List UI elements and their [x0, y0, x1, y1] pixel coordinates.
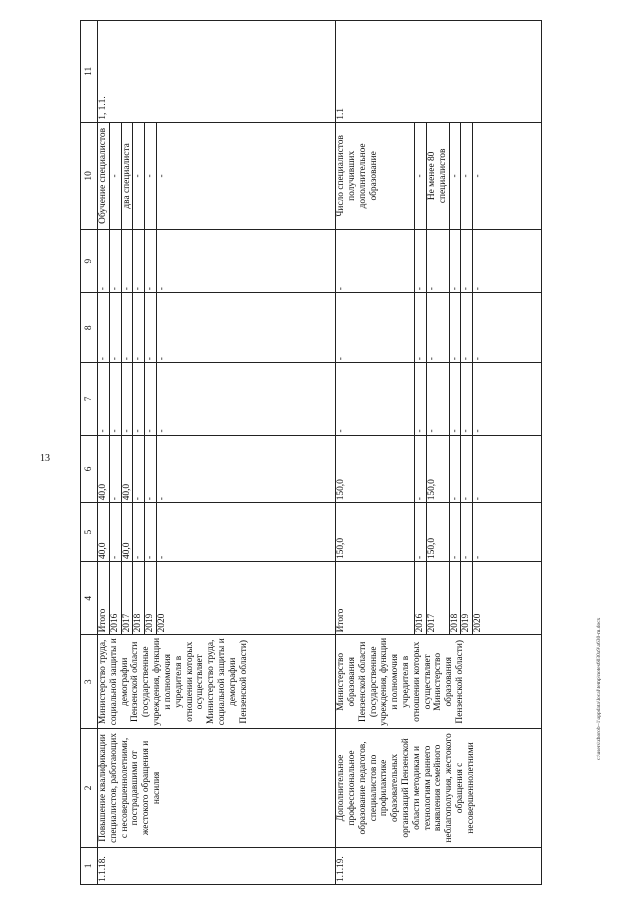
indicator-cell: -: [145, 122, 157, 229]
value-cell: -: [145, 363, 157, 435]
reference-cell: 1.1: [336, 21, 542, 123]
header-cell: 10: [81, 122, 98, 229]
value-cell: -: [133, 503, 145, 562]
header-cell: 3: [81, 635, 98, 729]
header-cell: 4: [81, 562, 98, 635]
year-cell: Итого: [98, 562, 110, 635]
year-cell: 2019: [461, 562, 473, 635]
header-cell: 1: [81, 847, 98, 884]
value-cell: -: [415, 503, 427, 562]
value-cell: -: [415, 435, 427, 503]
value-cell: -: [145, 293, 157, 363]
value-cell: -: [98, 230, 110, 293]
value-cell: -: [461, 503, 473, 562]
value-cell: -: [473, 230, 542, 293]
value-cell: -: [449, 293, 461, 363]
value-cell: -: [157, 503, 336, 562]
table-row: [98, 21, 110, 885]
year-cell: 2018: [133, 562, 145, 635]
item-executor: Министерство труда, социальной защиты и демографии Пензенской области (государственные учреждения, функции и полномочия учредителя в отношении которых осуществляет Министерство труда, социальной защиты и демографии Пензенской области): [98, 635, 336, 729]
value-cell: 150,0: [426, 503, 449, 562]
item-executor: Министерство образования Пензенской области (государственные учреждения, функции и полномочия учредителя в отношении которых осуществляет Министерство образования Пензенской области): [336, 635, 542, 729]
value-cell: -: [461, 293, 473, 363]
table-row: [336, 21, 415, 885]
value-cell: -: [145, 435, 157, 503]
value-cell: -: [157, 293, 336, 363]
indicator-cell: -: [473, 122, 542, 229]
value-cell: -: [449, 503, 461, 562]
value-cell: -: [461, 435, 473, 503]
value-cell: -: [157, 435, 336, 503]
value-cell: -: [109, 230, 121, 293]
value-cell: -: [449, 363, 461, 435]
item-name: Повышение квалификации специалистов, работающих с несовершеннолетними, пострадавшими от жестокого обращения и насилия: [98, 729, 336, 848]
value-cell: 40,0: [121, 503, 133, 562]
header-cell: 9: [81, 230, 98, 293]
year-cell: 2020: [473, 562, 542, 635]
value-cell: -: [336, 293, 415, 363]
indicator-cell: -: [133, 122, 145, 229]
value-cell: -: [133, 435, 145, 503]
value-cell: -: [121, 293, 133, 363]
year-cell: Итого: [336, 562, 415, 635]
value-cell: -: [157, 230, 336, 293]
year-cell: 2016: [415, 562, 427, 635]
year-cell: 2020: [157, 562, 336, 635]
value-cell: -: [121, 363, 133, 435]
page-number: 13: [40, 453, 50, 464]
reference-cell: 1, 1.1.: [98, 21, 336, 123]
header-cell: 2: [81, 729, 98, 848]
value-cell: -: [109, 293, 121, 363]
indicator-cell: Обучение специалистов: [98, 122, 110, 229]
value-cell: -: [449, 230, 461, 293]
value-cell: -: [461, 363, 473, 435]
indicator-cell: -: [449, 122, 461, 229]
header-cell: 7: [81, 363, 98, 435]
value-cell: -: [98, 363, 110, 435]
value-cell: -: [473, 363, 542, 435]
value-cell: 150,0: [426, 435, 449, 503]
indicator-cell: Не менее 80 специалистов: [426, 122, 449, 229]
value-cell: -: [109, 435, 121, 503]
value-cell: -: [336, 363, 415, 435]
header-cell: 6: [81, 435, 98, 503]
item-name: Дополнительное профессиональное образование педагогов, специалистов по профилактике образовательных организаций Пензенской области методикам и технологиям раннего выявления семейного неблагополучия, жестокого обращения с несовершеннолетними: [336, 729, 542, 848]
value-cell: -: [426, 230, 449, 293]
value-cell: -: [415, 230, 427, 293]
year-cell: 2016: [109, 562, 121, 635]
value-cell: -: [133, 363, 145, 435]
value-cell: -: [449, 435, 461, 503]
value-cell: 40,0: [98, 503, 110, 562]
value-cell: -: [415, 363, 427, 435]
value-cell: -: [473, 293, 542, 363]
value-cell: 40,0: [98, 435, 110, 503]
value-cell: -: [145, 230, 157, 293]
value-cell: -: [157, 363, 336, 435]
value-cell: -: [109, 503, 121, 562]
value-cell: -: [109, 363, 121, 435]
indicator-cell: два специалиста: [121, 122, 133, 229]
value-cell: -: [133, 230, 145, 293]
rotated-table-wrapper: [80, 20, 585, 885]
value-cell: -: [145, 503, 157, 562]
value-cell: -: [415, 293, 427, 363]
item-number: 1.1.19.: [336, 847, 542, 884]
year-cell: 2017: [121, 562, 133, 635]
footer-path: c:\users\zhorob~1\appdata\local\temp\notes6030a9\a630-m.docx: [596, 617, 602, 760]
indicator-cell: -: [415, 122, 427, 229]
value-cell: -: [426, 293, 449, 363]
indicator-cell: -: [461, 122, 473, 229]
value-cell: -: [461, 230, 473, 293]
indicator-cell: Число специалистов получивших дополнительное образование: [336, 122, 415, 229]
value-cell: -: [98, 293, 110, 363]
value-cell: -: [336, 230, 415, 293]
header-cell: 5: [81, 503, 98, 562]
value-cell: 40,0: [121, 435, 133, 503]
header-row: [81, 21, 98, 885]
value-cell: -: [473, 435, 542, 503]
year-cell: 2019: [145, 562, 157, 635]
year-cell: 2018: [449, 562, 461, 635]
value-cell: -: [133, 293, 145, 363]
indicator-cell: -: [109, 122, 121, 229]
year-cell: 2017: [426, 562, 449, 635]
header-cell: 11: [81, 21, 98, 123]
value-cell: -: [426, 363, 449, 435]
value-cell: 150,0: [336, 503, 415, 562]
item-number: 1.1.18.: [98, 847, 336, 884]
value-cell: -: [121, 230, 133, 293]
program-table: [80, 20, 542, 885]
indicator-cell: -: [157, 122, 336, 229]
header-cell: 8: [81, 293, 98, 363]
value-cell: -: [473, 503, 542, 562]
value-cell: 150,0: [336, 435, 415, 503]
